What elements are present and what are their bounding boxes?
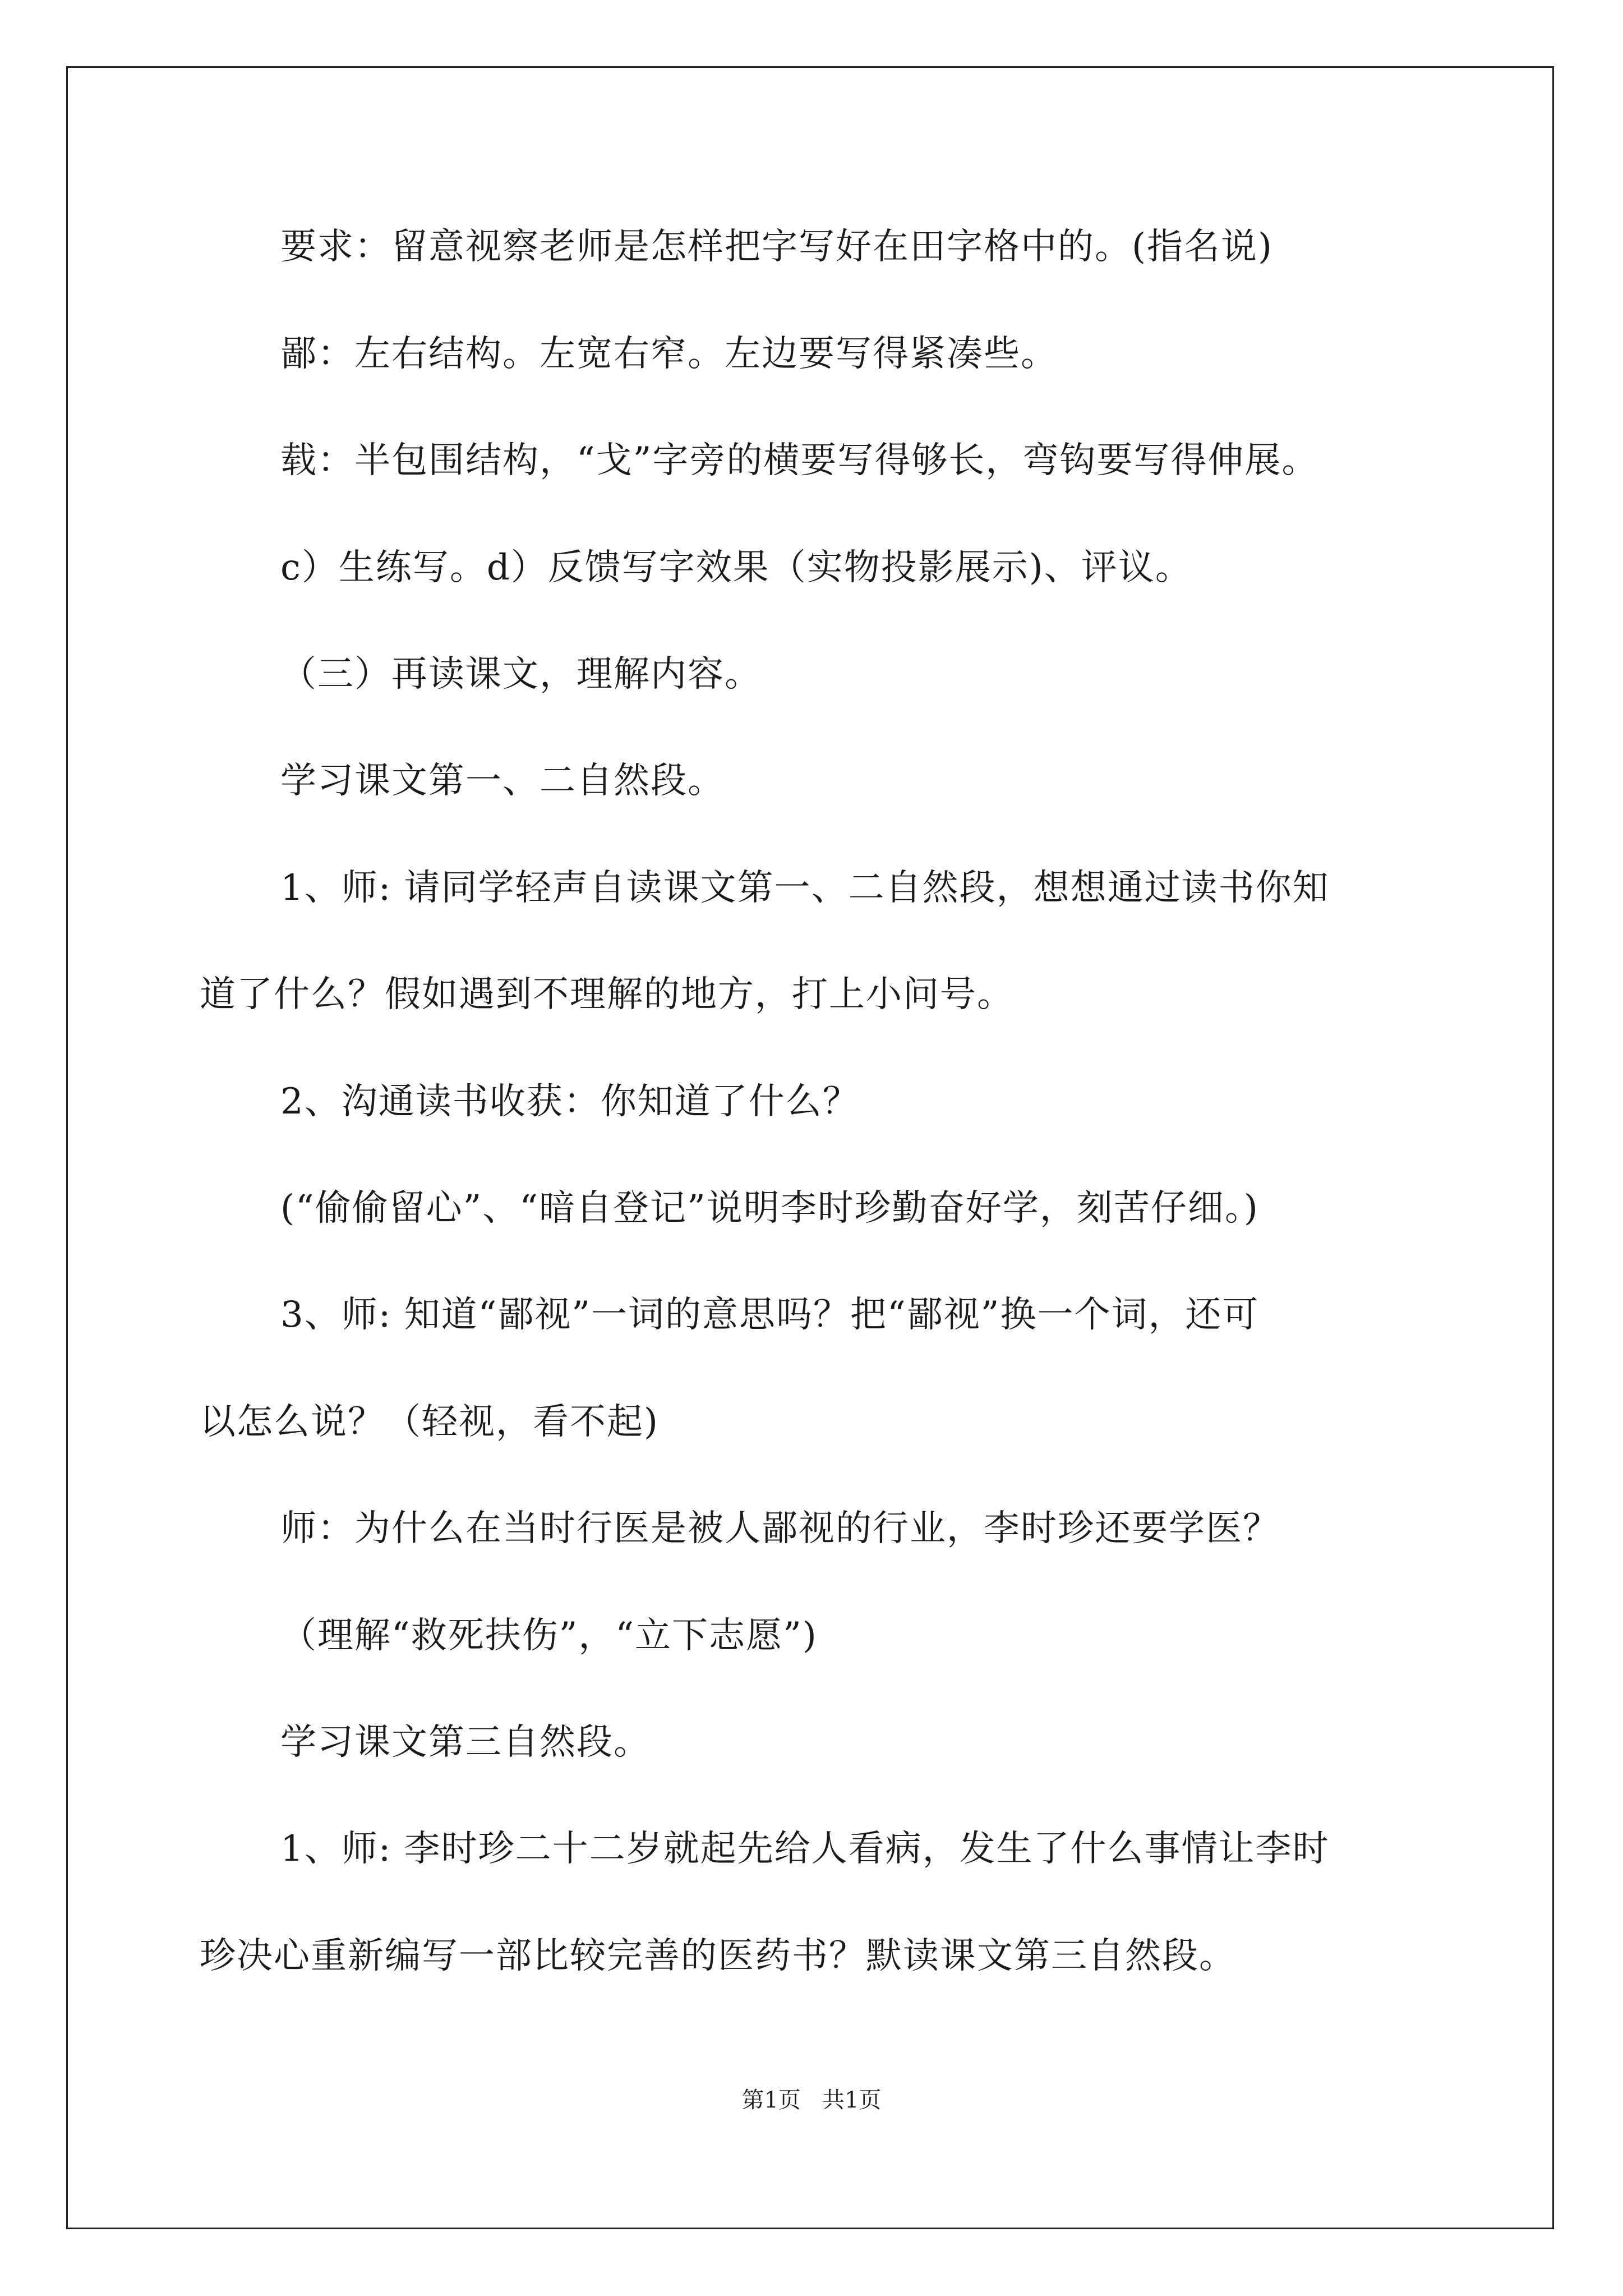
paragraph-line-10: (“偷偷留心”、“暗自登记”说明李时珍勤奋好学，刻苦仔细。) bbox=[280, 1188, 1259, 1229]
paragraph-line-17: 珍决心重新编写一部比较完善的医药书？默读课文第三自然段。 bbox=[200, 1935, 1236, 1977]
paragraph-line-13: 师：为什么在当时行医是被人鄙视的行业，李时珍还要学医？ bbox=[280, 1508, 1280, 1549]
paragraph-line-6: 学习课文第一、二自然段。 bbox=[280, 760, 725, 802]
paragraph-line-4: c）生练写。d）反馈写字效果（实物投影展示)、评议。 bbox=[280, 547, 1192, 588]
paragraph-line-15: 学习课文第三自然段。 bbox=[280, 1722, 651, 1763]
paragraph-line-9: 2、沟通读书收获：你知道了什么？ bbox=[280, 1081, 860, 1122]
paragraph-line-12: 以怎么说？（轻视，看不起) bbox=[200, 1401, 659, 1443]
paragraph-line-14: （理解“救死扶伤”，“立下志愿”) bbox=[280, 1615, 818, 1657]
page-footer: 第1页 共1页 bbox=[741, 2087, 882, 2113]
paragraph-line-8: 道了什么？假如遇到不理解的地方，打上小问号。 bbox=[200, 974, 1014, 1015]
paragraph-line-16: 1、师: 李时珍二十二岁就起先给人看病，发生了什么事情让李时 bbox=[280, 1828, 1330, 1870]
paragraph-line-2: 鄙：左右结构。左宽右窄。左边要写得紧凑些。 bbox=[280, 333, 1058, 375]
paragraph-line-1: 要求：留意视察老师是怎样把字写好在田字格中的。(指名说) bbox=[280, 226, 1273, 268]
paragraph-line-7: 1、师: 请同学轻声自读课文第一、二自然段，想想通过读书你知 bbox=[280, 867, 1330, 909]
paragraph-line-11: 3、师: 知道“鄙视”一词的意思吗？把“鄙视”换一个词，还可 bbox=[280, 1294, 1260, 1336]
paragraph-line-5: （三）再读课文，理解内容。 bbox=[280, 654, 762, 695]
paragraph-line-3: 载：半包围结构，“戈”字旁的横要写得够长，弯钩要写得伸展。 bbox=[280, 440, 1319, 481]
page-border bbox=[66, 66, 1554, 2229]
